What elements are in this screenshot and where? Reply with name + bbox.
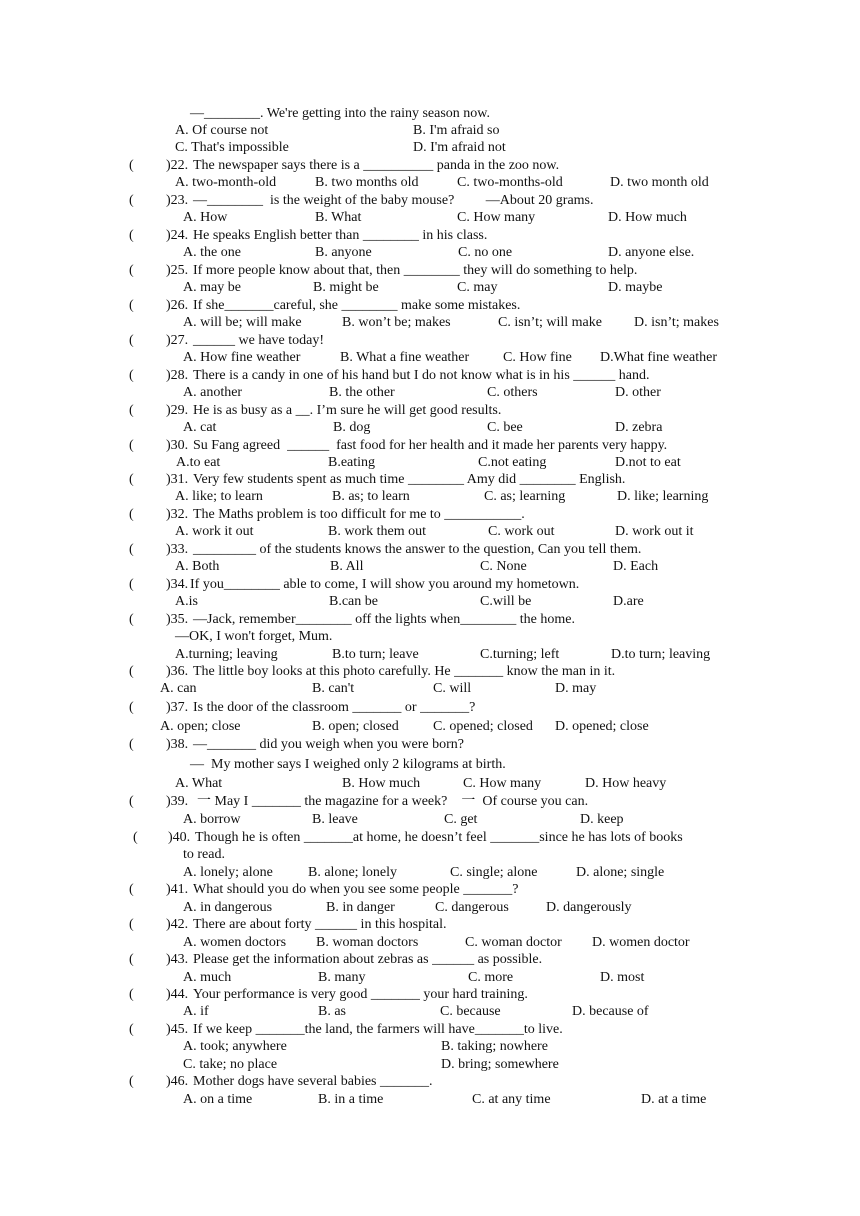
q34-paren: ( (129, 577, 134, 592)
q36-stem-line-1: The little boy looks at this photo carefully. He _______ know the man in it. (193, 664, 616, 679)
q32-option-d: D. work out it (615, 524, 694, 539)
q38-paren: ( (129, 737, 134, 752)
q35-number: )35. (166, 612, 189, 627)
q26-number: )26. (166, 298, 189, 313)
q29-number: )29. (166, 403, 189, 418)
q44-number: )44. (166, 987, 189, 1002)
q38-option-d: D. How heavy (585, 776, 667, 791)
q41-paren: ( (129, 882, 134, 897)
q27-stem-line-1: ______ we have today! (193, 333, 325, 348)
q37-stem-line-1: Is the door of the classroom _______ or _______? (193, 700, 476, 715)
q27-option-b: B. What a fine weather (340, 350, 470, 365)
q23-stem-line-1: —________ is the weight of the baby mouse? —About 20 grams. (193, 193, 594, 208)
q46-number: )46. (166, 1074, 189, 1089)
q30-number: )30. (166, 438, 189, 453)
q46-option-b: B. in a time (318, 1092, 384, 1107)
q21-option-a: A. Of course not (175, 123, 269, 138)
q24-number: )24. (166, 228, 189, 243)
q26-option-a: A. will be; will make (183, 315, 302, 330)
q31-paren: ( (129, 472, 134, 487)
q45-option-a: A. took; anywhere (183, 1039, 287, 1054)
q39-option-b: B. leave (312, 812, 358, 827)
q21-option-b: B. I'm afraid so (413, 123, 500, 138)
q32-number: )32. (166, 507, 189, 522)
q38-option-c: C. How many (463, 776, 542, 791)
q36-number: )36. (166, 664, 189, 679)
q35-option-a: A.turning; leaving (175, 647, 278, 662)
q25-number: )25. (166, 263, 189, 278)
q40-option-b: B. alone; lonely (308, 865, 398, 880)
q34-option-d: D.are (613, 594, 644, 609)
q26-option-b: B. won’t be; makes (342, 315, 451, 330)
q40-stem-line-2: to read. (183, 847, 225, 862)
q44-option-c: C. because (440, 1004, 501, 1019)
q34-option-a: A.is (175, 594, 198, 609)
q34-option-c: C.will be (480, 594, 532, 609)
q36-option-b: B. can't (312, 681, 355, 696)
q35-paren: ( (129, 612, 134, 627)
q21-option-d: D. I'm afraid not (413, 140, 506, 155)
q41-option-a: A. in dangerous (183, 900, 273, 915)
q30-option-b: B.eating (328, 455, 376, 470)
q28-option-d: D. other (615, 385, 661, 400)
q28-stem-line-1: There is a candy in one of his hand but I do not know what is in his ______ hand. (193, 368, 650, 383)
q38-number: )38. (166, 737, 189, 752)
q35-option-d: D.to turn; leaving (611, 647, 711, 662)
q30-paren: ( (129, 438, 134, 453)
q25-option-d: D. maybe (608, 280, 663, 295)
q23-number: )23. (166, 193, 189, 208)
q23-option-c: C. How many (457, 210, 536, 225)
q45-option-d: D. bring; somewhere (441, 1057, 559, 1072)
q46-stem-line-1: Mother dogs have several babies _______. (193, 1074, 433, 1089)
q37-option-d: D. opened; close (555, 719, 649, 734)
q26-option-d: D. isn’t; makes (634, 315, 719, 330)
q45-option-b: B. taking; nowhere (441, 1039, 548, 1054)
q44-option-d: D. because of (572, 1004, 649, 1019)
q43-option-a: A. much (183, 970, 232, 985)
q35-stem-line-2: —OK, I won't forget, Mum. (175, 629, 333, 644)
q21-option-c: C. That's impossible (175, 140, 289, 155)
q39-paren: ( (129, 794, 134, 809)
q44-paren: ( (129, 987, 134, 1002)
q37-option-c: C. opened; closed (433, 719, 533, 734)
q41-option-c: C. dangerous (435, 900, 509, 915)
q46-option-c: C. at any time (472, 1092, 551, 1107)
q40-stem-line-1: Though he is often _______at home, he doesn’t feel _______since he has lots of books (195, 830, 683, 845)
q43-option-c: C. more (468, 970, 514, 985)
q29-option-b: B. dog (333, 420, 371, 435)
q35-stem-line-1: —Jack, remember________ off the lights when________ the home. (193, 612, 575, 627)
q24-option-a: A. the one (183, 245, 241, 260)
q43-option-d: D. most (600, 970, 645, 985)
q45-option-c: C. take; no place (183, 1057, 278, 1072)
q22-stem-line-1: The newspaper says there is a __________ panda in the zoo now. (193, 158, 560, 173)
q25-option-a: A. may be (183, 280, 241, 295)
q42-option-b: B. woman doctors (316, 935, 419, 950)
q34-stem-line-1: If you________ able to come, I will show you around my hometown. (190, 577, 580, 592)
q24-option-b: B. anyone (315, 245, 372, 260)
q44-option-b: B. as (318, 1004, 346, 1019)
q31-option-b: B. as; to learn (332, 489, 410, 504)
q28-option-a: A. another (183, 385, 243, 400)
q43-number: )43. (166, 952, 189, 967)
q30-stem-line-1: Su Fang agreed ______ fast food for her health and it made her parents very happy. (193, 438, 668, 453)
q22-option-d: D. two month old (610, 175, 709, 190)
q38-option-b: B. How much (342, 776, 421, 791)
q42-option-a: A. women doctors (183, 935, 287, 950)
q45-stem-line-1: If we keep _______the land, the farmers will have_______to live. (193, 1022, 563, 1037)
q44-option-a: A. if (183, 1004, 209, 1019)
q32-option-a: A. work it out (175, 524, 254, 539)
q31-stem-line-1: Very few students spent as much time ________ Amy did ________ English. (193, 472, 626, 487)
q30-option-d: D.not to eat (615, 455, 681, 470)
q33-option-c: C. None (480, 559, 527, 574)
q29-stem-line-1: He is as busy as a __. I’m sure he will get good results. (193, 403, 502, 418)
q30-option-c: C.not eating (478, 455, 547, 470)
q40-option-a: A. lonely; alone (183, 865, 273, 880)
q22-paren: ( (129, 158, 134, 173)
q46-paren: ( (129, 1074, 134, 1089)
q36-option-d: D. may (555, 681, 597, 696)
q23-option-a: A. How (183, 210, 228, 225)
q43-option-b: B. many (318, 970, 366, 985)
q37-paren: ( (129, 700, 134, 715)
q42-stem-line-1: There are about forty ______ in this hospital. (193, 917, 447, 932)
q39-option-a: A. borrow (183, 812, 241, 827)
q38-option-a: A. What (175, 776, 223, 791)
q29-paren: ( (129, 403, 134, 418)
q25-option-b: B. might be (313, 280, 379, 295)
q25-stem-line-1: If more people know about that, then ________ they will do something to help. (193, 263, 638, 278)
q35-option-c: C.turning; left (480, 647, 560, 662)
q25-option-c: C. may (457, 280, 498, 295)
q27-option-d: D.What fine weather (600, 350, 717, 365)
q26-stem-line-1: If she_______careful, she ________ make some mistakes. (193, 298, 521, 313)
q41-option-d: D. dangerously (546, 900, 632, 915)
q21-stem-line-1: —________. We're getting into the rainy season now. (190, 106, 491, 121)
q23-paren: ( (129, 193, 134, 208)
q31-option-a: A. like; to learn (175, 489, 263, 504)
q40-option-c: C. single; alone (450, 865, 538, 880)
q28-option-b: B. the other (329, 385, 395, 400)
q31-number: )31. (166, 472, 189, 487)
q24-stem-line-1: He speaks English better than ________ in his class. (193, 228, 488, 243)
q33-stem-line-1: _________ of the students knows the answer to the question, Can you tell them. (193, 542, 642, 557)
q43-paren: ( (129, 952, 134, 967)
q45-paren: ( (129, 1022, 134, 1037)
q24-option-c: C. no one (458, 245, 513, 260)
q42-paren: ( (129, 917, 134, 932)
q33-option-b: B. All (330, 559, 364, 574)
q26-paren: ( (129, 298, 134, 313)
q40-option-d: D. alone; single (576, 865, 665, 880)
q22-option-a: A. two-month-old (175, 175, 277, 190)
q27-number: )27. (166, 333, 189, 348)
q44-stem-line-1: Your performance is very good _______ your hard training. (193, 987, 528, 1002)
q28-number: )28. (166, 368, 189, 383)
q37-number: )37. (166, 700, 189, 715)
q32-paren: ( (129, 507, 134, 522)
q34-option-b: B.can be (329, 594, 378, 609)
q32-option-c: C. work out (488, 524, 555, 539)
q46-option-a: A. on a time (183, 1092, 253, 1107)
q46-option-d: D. at a time (641, 1092, 707, 1107)
q43-stem-line-1: Please get the information about zebras as ______ as possible. (193, 952, 543, 967)
q32-option-b: B. work them out (328, 524, 426, 539)
q28-option-c: C. others (487, 385, 538, 400)
q23-option-b: B. What (315, 210, 362, 225)
q41-stem-line-1: What should you do when you see some people _______? (193, 882, 519, 897)
q39-option-d: D. keep (580, 812, 624, 827)
q36-option-a: A. can (160, 681, 197, 696)
q41-option-b: B. in danger (326, 900, 395, 915)
q37-option-b: B. open; closed (312, 719, 399, 734)
q27-paren: ( (129, 333, 134, 348)
q39-option-c: C. get (444, 812, 478, 827)
q28-paren: ( (129, 368, 134, 383)
q42-option-c: C. woman doctor (465, 935, 562, 950)
q31-option-d: D. like; learning (617, 489, 709, 504)
q33-option-a: A. Both (175, 559, 220, 574)
q22-number: )22. (166, 158, 189, 173)
q38-stem-line-1: —_______ did you weigh when you were born? (193, 737, 465, 752)
q42-number: )42. (166, 917, 189, 932)
q33-option-d: D. Each (613, 559, 659, 574)
q37-option-a: A. open; close (160, 719, 241, 734)
q33-paren: ( (129, 542, 134, 557)
q27-option-c: C. How fine (503, 350, 572, 365)
q22-option-b: B. two months old (315, 175, 419, 190)
q32-stem-line-1: The Maths problem is too difficult for me to ___________. (193, 507, 525, 522)
q39-stem-line-1: 一 May I _______ the magazine for a week? 一 Of course you can. (197, 794, 589, 809)
q23-option-d: D. How much (608, 210, 687, 225)
q36-paren: ( (129, 664, 134, 679)
q39-number: )39. (166, 794, 189, 809)
q42-option-d: D. women doctor (592, 935, 690, 950)
q29-option-d: D. zebra (615, 420, 663, 435)
q40-paren: ( (133, 830, 138, 845)
q33-number: )33. (166, 542, 189, 557)
q36-option-c: C. will (433, 681, 472, 696)
q29-option-a: A. cat (183, 420, 217, 435)
q22-option-c: C. two-months-old (457, 175, 563, 190)
q41-number: )41. (166, 882, 189, 897)
q24-paren: ( (129, 228, 134, 243)
q45-number: )45. (166, 1022, 189, 1037)
q40-number: )40. (168, 830, 191, 845)
q25-paren: ( (129, 263, 134, 278)
q31-option-c: C. as; learning (484, 489, 566, 504)
q35-option-b: B.to turn; leave (332, 647, 419, 662)
q27-option-a: A. How fine weather (183, 350, 301, 365)
q24-option-d: D. anyone else. (608, 245, 695, 260)
q30-option-a: A.to eat (176, 455, 221, 470)
q38-stem-line-2: — My mother says I weighed only 2 kilograms at birth. (190, 757, 506, 772)
q29-option-c: C. bee (487, 420, 523, 435)
q34-number: )34. (166, 577, 189, 592)
q26-option-c: C. isn’t; will make (498, 315, 602, 330)
